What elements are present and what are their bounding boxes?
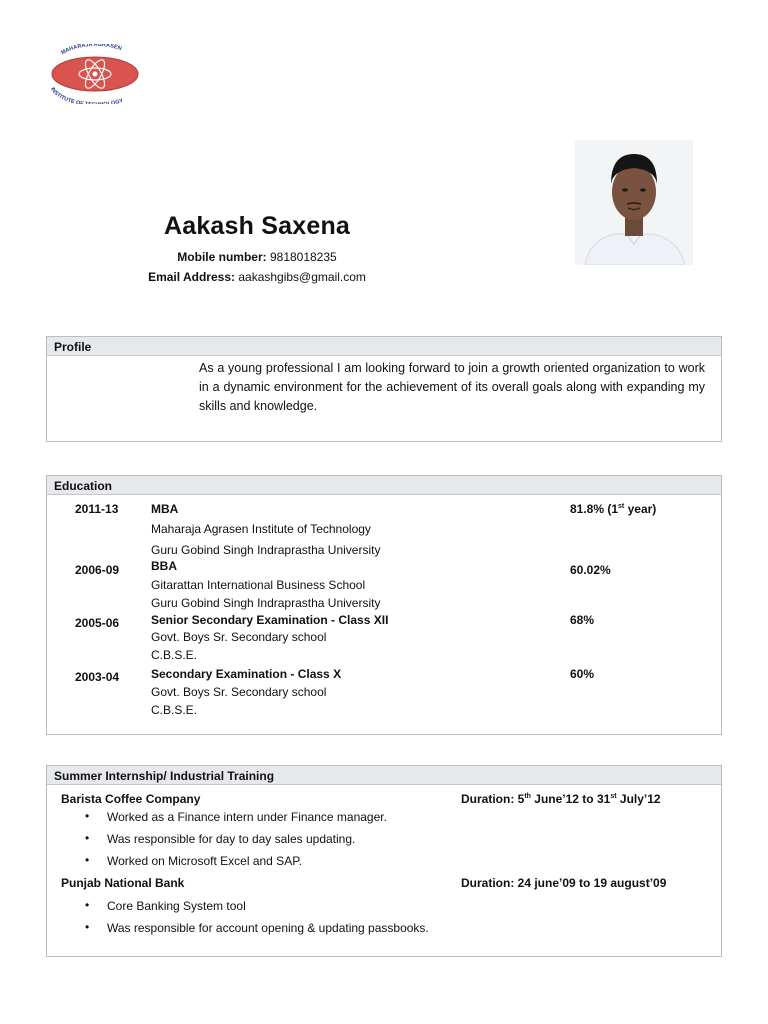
duration: Duration: 24 june’09 to 19 august’09 <box>461 876 667 890</box>
education-year: 2003-04 <box>75 670 120 684</box>
institute-logo <box>44 44 148 104</box>
svg-text:MAHARAJA AGRASEN <box>60 44 122 56</box>
education-degree: BBA <box>151 559 177 573</box>
education-year: 2006-09 <box>75 563 120 577</box>
bullet-icon: • <box>85 853 90 867</box>
education-score: 81.8% (1st year) <box>570 502 657 516</box>
list-item: Was responsible for day to day sales updating. <box>107 832 356 846</box>
education-year: 2005-06 <box>75 616 120 630</box>
education-section <box>46 475 722 735</box>
email-address[interactable]: aakashgibs@gmail.com <box>238 270 366 284</box>
internship-heading: Summer Internship/ Industrial Training <box>47 766 721 785</box>
email-label: Email Address: <box>148 270 235 284</box>
education-score: 60% <box>570 667 595 681</box>
mobile-label: Mobile number: <box>177 250 267 264</box>
profile-photo <box>575 140 693 265</box>
profile-section <box>46 336 722 442</box>
bullet-icon: • <box>85 831 90 845</box>
internship-section <box>46 765 722 957</box>
education-board: C.B.S.E. <box>151 648 198 662</box>
duration: Duration: 5th June’12 to 31st July’12 <box>461 792 661 806</box>
bullet-icon: • <box>85 809 90 823</box>
list-item: Core Banking System tool <box>107 899 246 913</box>
list-item: Worked on Microsoft Excel and SAP. <box>107 854 302 868</box>
company-name: Barista Coffee Company <box>61 792 201 806</box>
bullet-icon: • <box>85 898 90 912</box>
education-institute: Govt. Boys Sr. Secondary school <box>151 685 327 699</box>
bullet-icon: • <box>85 920 90 934</box>
list-item: Was responsible for account opening & updating passbooks. <box>107 921 429 935</box>
education-score: 68% <box>570 613 595 627</box>
education-year: 2011-13 <box>75 502 119 516</box>
candidate-name: Aakash Saxena <box>163 212 351 240</box>
logo-bottom-text: INSTITUTE OF OGY <box>48 86 124 104</box>
logo-top-text: MAHARAJA AGRASEN <box>60 44 123 57</box>
profile-text: As a young professional I am looking forward to join a growth oriented organization to work in a dynamic environment for the achievement of its overall goals along with expanding my skills and knowledge. <box>199 361 705 413</box>
list-item: Worked as a Finance intern under Finance manager. <box>107 810 387 824</box>
education-degree: MBA <box>151 502 179 516</box>
education-institute: Maharaja Agrasen Institute of Technology <box>151 522 371 536</box>
email-line <box>97 267 417 287</box>
company-name: Punjab National Bank <box>61 876 185 890</box>
education-heading: Education <box>47 476 721 495</box>
profile-heading: Profile <box>47 337 721 356</box>
resume-header <box>97 212 417 287</box>
education-score: 60.02% <box>570 563 611 577</box>
mobile-number: 9818018235 <box>269 250 337 264</box>
education-degree: Senior Secondary Examination - Class XII <box>151 613 389 627</box>
education-degree: Secondary Examination - Class X <box>151 667 342 681</box>
education-university: Guru Gobind Singh Indraprastha University <box>151 543 381 557</box>
education-university: Guru Gobind Singh Indraprastha University <box>151 596 381 610</box>
education-board: C.B.S.E. <box>151 703 198 717</box>
education-institute: Gitarattan International Business School <box>151 578 366 592</box>
mobile-line <box>97 247 417 267</box>
education-institute: Govt. Boys Sr. Secondary school <box>151 630 327 644</box>
